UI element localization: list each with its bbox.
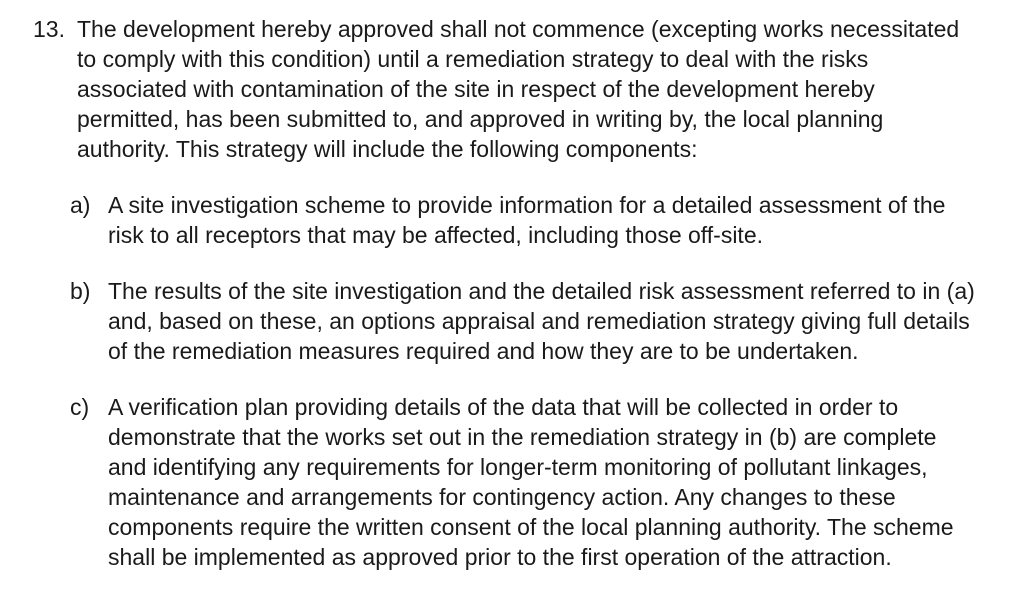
text-line: authority. This strategy will include the following components: — [77, 136, 698, 162]
text-line: demonstrate that the works set out in the remediation strategy in (b) are complete — [108, 424, 937, 450]
text-line: permitted, has been submitted to, and approved in writing by, the local planning — [77, 106, 884, 132]
text-line: The results of the site investigation and the detailed risk assessment referred to in (a) — [108, 278, 975, 304]
sub-item-letter: b) — [70, 278, 91, 304]
condition-13-paragraph — [0, 14, 1024, 164]
sub-item-text — [108, 190, 1024, 250]
sub-item-text — [108, 276, 1024, 366]
sub-item — [0, 392, 1024, 572]
text-line: The development hereby approved shall not commence (excepting works necessitated — [77, 16, 960, 42]
text-line: shall be implemented as approved prior to the first operation of the attraction. — [108, 544, 892, 570]
sub-item — [0, 190, 1024, 250]
text-line: of the remediation measures required and how they are to be undertaken. — [108, 338, 859, 364]
text-line: A verification plan providing details of the data that will be collected in order to — [108, 394, 899, 420]
sub-item-text — [108, 392, 1024, 572]
sub-item-letter: c) — [70, 394, 90, 420]
condition-intro-text — [77, 14, 1024, 164]
sub-item-letter: a) — [70, 192, 91, 218]
text-line: risk to all receptors that may be affected, including those off-site. — [108, 222, 763, 248]
text-line: to comply with this condition) until a remediation strategy to deal with the risks — [77, 46, 869, 72]
sub-items-list — [0, 190, 1024, 572]
text-line: maintenance and arrangements for contingency action. Any changes to these — [108, 484, 896, 510]
sub-item — [0, 276, 1024, 366]
text-line: A site investigation scheme to provide information for a detailed assessment of the — [108, 192, 946, 218]
text-line: components require the written consent of the local planning authority. The scheme — [108, 514, 954, 540]
text-line: associated with contamination of the site in respect of the development hereby — [77, 76, 875, 102]
text-line: and identifying any requirements for longer-term monitoring of pollutant linkages, — [108, 454, 928, 480]
condition-number: 13. — [33, 16, 65, 42]
text-line: and, based on these, an options appraisal and remediation strategy giving full details — [108, 308, 970, 334]
